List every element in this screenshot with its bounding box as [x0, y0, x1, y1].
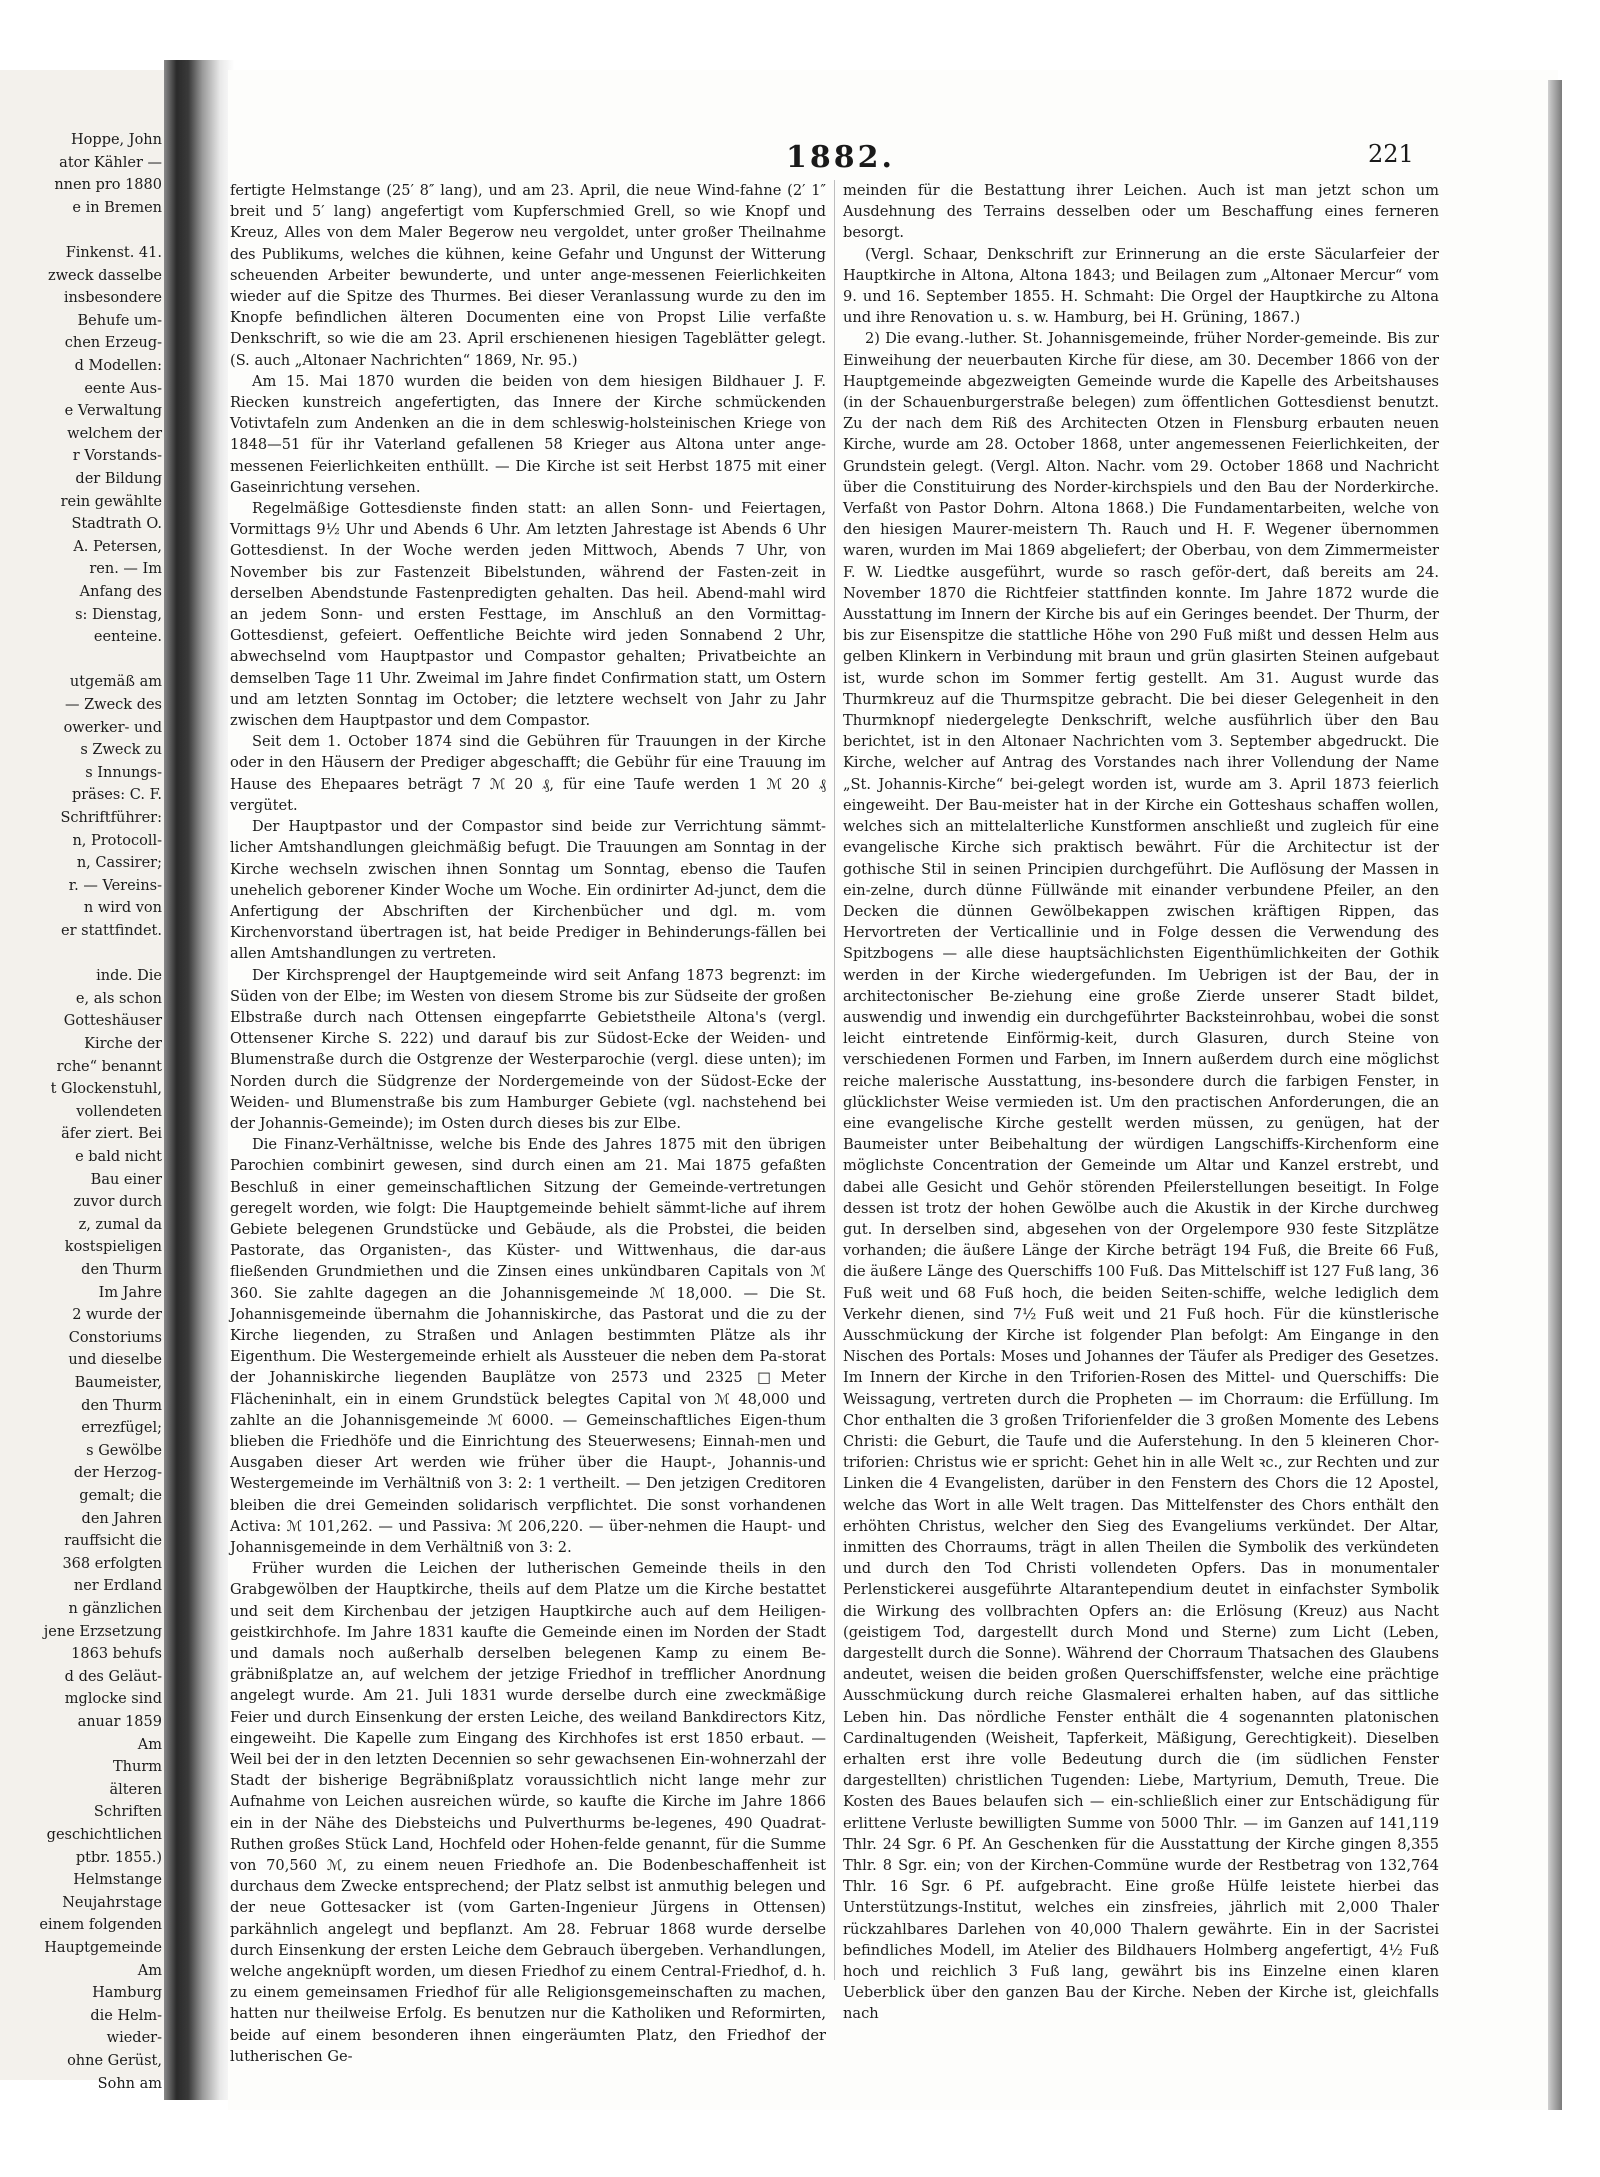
facing-page-line: vollendeten — [76, 1103, 162, 1120]
paragraph: Früher wurden die Leichen der lutherischen Gemeinde theils in den Grabgewölben der Hauptkirche, theils auf dem Platze um die Kirche bestattet und seit dem Kirchenbau der jetzigen Hauptkirche auch auf dem Heiligen-geistkirchhofe. Im Jahre 1831 kaufte die Gemeinde einen im Norden der Stadt und damals noch außerhalb derselben belegenen Kamp zu einem Be-gräbnißplatze an, auf welchem der jetzige Friedhof in trefflicher Anordnung angelegt wurde. Am 21. Juli 1831 wurde derselbe durch eine zweckmäßige Feier und durch Einsenkung der ersten Leiche, des weiland Bankdirectors Kitz, eingeweiht. Die Kapelle zum Eingang des Kirchhofes ist erst 1850 erbaut. — Weil bei der in den letzten Decennien so sehr gewachsenen Ein-wohnerzahl der Stadt der bisherige Begräbnißplatz voraussichtlich nicht lange mehr zur Aufnahme von Leichen ausreichen würde, so kaufte die Kirche im Jahre 1866 ein in der Nähe des Diebsteichs und Pulverthurms be-legenes, 490 Quadrat-Ruthen großes Stück Land, Hochfeld oder Hohen-felde genannt, für die Summe von 70,560 ℳ, zu einem neuen Friedhofe an. Die Bodenbeschaffenheit ist durchaus dem Zwecke entsprechend; der Platz selbst ist anmuthig belegen und der neue Gottesacker ist (vom Garten-Ingenieur Jürgens in Ottensen) parkähnlich angelegt und bepflanzt. Am 28. Februar 1868 wurde derselbe durch Einsenkung der ersten Leiche dem Gebrauch übergeben. Verhandlungen, welche angeknüpft worden, um diesen Friedhof zu einem Central-Friedhof, d. h. zu einem gemeinsamen Friedhof für alle Religionsgemeinschaften zu machen, hatten nur theilweise Erfolg. Es benutzen nur die Katholiken und Reformirten, beide auf einem besonderen ihnen eingeräumten Platz, den Friedhof der lutherischen Ge- — [230, 1560, 826, 2065]
paragraph: fertigte Helmstange (25′ 8″ lang), und am 23. April, die neue Wind-fahne (2′ 1″ breit und 5′ lang) angefertigt vom Kupferschmied Grell, so wie Knopf und Kreuz, Alles von dem Maler Begerow neu vergoldet, unter großer Theilnahme des Publikums, welches die kühnen, keine Gefahr und Ungunst der Witterung scheuenden Arbeiter bewunderte, und unter ange-messenen Feierlichkeiten wieder auf die Spitze des Thurmes. Bei dieser Veranlassung wurde zu den im Knopfe befindlichen älteren Documenten eine von Propst Lilie verfaßte Denkschrift, so wie die am 23. April erschienenen hiesigen Tageblätter gelegt. (S. auch „Altonaer Nachrichten“ 1869, Nr. 95.) — [230, 182, 826, 369]
facing-page-line: Thurm — [112, 1759, 162, 1776]
facing-page-line: Am — [137, 1736, 162, 1753]
facing-page-line: zuvor durch — [73, 1194, 162, 1211]
facing-page-line: Im Jahre — [98, 1284, 162, 1301]
facing-page-line: eenteine. — [93, 629, 162, 646]
facing-page-line: zweck dasselbe — [47, 267, 162, 284]
facing-page-line: Helmstange — [73, 1872, 162, 1889]
facing-page-line: 1863 behufs — [71, 1646, 162, 1663]
facing-page-line: gemalt; die — [79, 1488, 162, 1504]
paragraph: Am 15. Mai 1870 wurden die beiden von dem hiesigen Bildhauer J. F. Riecken kunstreich angefertigten, das Innere der Kirche schmückenden Votivtafeln zum Andenken an die in dem schleswig-holsteinischen Kriege von 1848—51 für ihr Vaterland gefallenen 58 Krieger aus Altona unter ange-messenen Feierlichkeiten enthüllt. — Die Kirche ist seit Herbst 1875 mit einer Gaseinrichtung versehen. — [230, 372, 826, 496]
facing-page-line: Finkenst. 41. — [65, 245, 162, 261]
facing-page-line: geschichtlichen — [46, 1827, 162, 1843]
facing-page-line: inde. Die — [96, 968, 162, 985]
facing-page-line: den Jahren — [81, 1510, 162, 1527]
facing-page-line: n wird von — [83, 900, 162, 917]
facing-page-line: Bau einer — [90, 1171, 162, 1188]
facing-page-line: Am — [137, 1962, 162, 1979]
facing-page-line: kostspieligen — [64, 1239, 162, 1256]
book-gutter — [164, 60, 234, 2100]
page-number: 221 — [1368, 140, 1414, 168]
column-divider — [834, 180, 835, 1980]
facing-page-line: die Helm- — [90, 2007, 162, 2024]
facing-page-fragment — [0, 70, 168, 2092]
facing-page-line: e bald nicht — [75, 1149, 162, 1165]
facing-page-line: insbesondere — [63, 290, 162, 307]
facing-page-line: eente Aus- — [84, 380, 162, 397]
facing-page-line: Kirche der — [84, 1036, 162, 1052]
facing-page-line: Baumeister, — [74, 1375, 162, 1391]
facing-page-line: s: Dienstag, — [75, 606, 162, 623]
facing-page-line: t Glockenstuhl, — [50, 1081, 162, 1098]
facing-page-line: ptbr. 1855.) — [75, 1849, 162, 1866]
facing-page-line: utgemäß am — [69, 674, 162, 691]
facing-page-line: welchem der — [67, 425, 162, 442]
facing-page-line: rauffsicht die — [64, 1533, 162, 1550]
facing-page-line: r Vorstands- — [72, 448, 162, 465]
facing-page-line: d Modellen: — [74, 358, 162, 374]
facing-page-line: rche“ benannt — [56, 1058, 162, 1075]
facing-page-line: Constoriums — [68, 1329, 162, 1346]
facing-page-line: den Thurm — [81, 1397, 162, 1414]
paragraph: Regelmäßige Gottesdienste finden statt: an allen Sonn- und Feiertagen, Vormittags 9½ Uhr und Abends 6 Uhr. Am letzten Jahrestage ist Abends 6 Uhr Gottesdienst. In der Woche werden jeden Mittwoch, Abends 7 Uhr, von November bis zur Fastenzeit Bibelstunden, während der Fasten-zeit in derselben Abendstunde Fastenpredigten gehalten. Das heil. Abend-mahl wird an jedem Sonn- und ersten Festtage, im Anschluß an den Vormittag-Gottesdienst, gefeiert. Oeffentliche Beichte wird jeden Sonnabend 2 Uhr, abwechselnd vom Hauptpastor und Compastor gehalten; Privatbeichte an demselben Tage 11 Uhr. Zweimal im Jahre findet Confirmation statt, um Ostern und am letzten Sonntag im October; die letztere wechselt von Jahr zu Jahr zwischen dem Hauptpastor und dem Compastor. — [230, 500, 826, 730]
facing-page-line: s Gewölbe — [86, 1442, 162, 1459]
facing-page-line: mglocke sind — [64, 1691, 162, 1708]
facing-page-line: ner Erdland — [73, 1578, 162, 1595]
facing-page-line: Hamburg — [92, 1985, 162, 2002]
paragraph: Der Kirchsprengel der Hauptgemeinde wird seit Anfang 1873 begrenzt: im Süden von der Elbe; im Westen von diesem Strome bis zur Südseite der großen Elbstraße durch nach Ottensen eingepfarrte Gebietstheile Altona's (vergl. Ottensener Kirche S. 222) und darauf bis zur Südost-Ecke der Weiden- und Blumenstraße durch die Ostgrenze der Westerparochie (vergl. diese unten); im Norden durch die Südgrenze der Nordergemeinde von der Südost-Ecke der Weiden- und Blumenstraße bis zum Hamburger Gebiete (vgl. nachstehend bei der Johannis-Gemeinde); im Osten durch dieses bis zur Elbe. — [230, 966, 826, 1132]
facing-page-line: z, zumal da — [78, 1216, 162, 1233]
facing-page-line: Hoppe, John — [71, 132, 162, 148]
facing-page-line: Anfang des — [79, 584, 162, 600]
facing-page-line: Behufe um- — [77, 312, 162, 329]
facing-page-line: 2 wurde der — [72, 1307, 162, 1324]
facing-page-line: Sohn am — [97, 2075, 162, 2092]
facing-page-line: — Zweck des — [65, 697, 162, 713]
facing-page-line: Stadtrath O. — [71, 516, 162, 533]
left-text-column — [230, 180, 826, 2065]
facing-page-line: n, Protocoll- — [72, 832, 162, 849]
facing-page-line: wieder- — [106, 2030, 162, 2047]
facing-page-line: ator Kähler — — [59, 154, 162, 171]
facing-page-line: owerker- und — [63, 719, 162, 736]
facing-page-line: und dieselbe — [68, 1352, 162, 1369]
facing-page-line: e Verwaltung — [64, 403, 162, 420]
paragraph: meinden für die Bestattung ihrer Leichen. Auch ist man jetzt schon um Ausdehnung des Terrains desselben oder um Beschaffung eines ferneren besorgt. — [843, 182, 1439, 242]
facing-page-line: äfer ziert. Bei — [61, 1126, 162, 1143]
facing-page-line: der Herzog- — [73, 1465, 162, 1482]
facing-page-line: Hauptgemeinde — [44, 1940, 162, 1956]
paragraph: Seit dem 1. October 1874 sind die Gebühren für Trauungen in der Kirche oder in den Häusern der Prediger abgeschafft; die Gebühr für eine Trauung im Hause des Ehepaares beträgt 7 ℳ 20 ₰, für eine Taufe werden 1 ℳ 20 ₰ vergütet. — [230, 733, 826, 814]
facing-page-line: älteren — [109, 1781, 162, 1798]
facing-page-line: jene Erzsetzung — [43, 1623, 162, 1640]
facing-page-line: r. — Vereins- — [68, 877, 162, 894]
facing-page-line: den Thurm — [81, 1262, 162, 1278]
paragraph: 2) Die evang.-luther. St. Johannisgemeinde, früher Norder-gemeinde. Bis zur Einweihung der neuerbauten Kirche für diese, am 30. December 1866 von der Hauptgemeinde abgezweigten Gemeinde wurde die Kapelle des Arbeitshauses (in der Schauenburgerstraße belegen) zum öffentlichen Gottesdienst benutzt. Zu der nach dem Riß des Architecten Otzen in Flensburg erbauten neuen Kirche, wurde am 28. October 1868, unter angemessenen Feierlichkeiten, der Grundstein gelegt. (Vergl. Alton. Nachr. vom 29. October 1868 und Nachricht über die Constituirung des Norder-kirchspiels und den Bau der Norderkirche. Verfaßt von Pastor Dohrn. Altona 1868.) Die Fundamentarbeiten, welche von den hiesigen Maurer-meistern Th. Rauch und H. F. Wegener übernommen waren, wurden im Mai 1869 abgeliefert; der Oberbau, von dem Zimmermeister F. W. Liedtke ausgeführt, wurde so rasch geför-dert, daß bereits am 24. November 1870 die Richtfeier stattfinden konnte. Im Jahre 1872 wurde die Ausstattung im Innern der Kirche bis auf ein Geringes beendet. Der Thurm, der bis zur Eisenspitze die stattliche Höhe von 290 Fuß mißt und dessen Helm aus gelben Klinkern in Verbindung mit braun und grün glasirten Steinen aufgebaut ist, wurde schon im Sommer fertig gestellt. Am 31. August wurde das Thurmkreuz auf die Thurmspitze gebracht. Die bei dieser Gelegenheit in den Thurmknopf niedergelegte Denkschrift, welche ausführlich über den Bau berichtet, ist in den Altonaer Nachrichten vom 3. September abgedruckt. Die Kirche, welcher auf Antrag des Vorstandes nach ihrer Vollendung der Name „St. Johannis-Kirche“ bei-gelegt worden ist, wurde am 3. April 1873 feierlich eingeweiht. Der Bau-meister hat in der Kirche ein Gotteshaus schaffen wollen, welches sich an mittelalterliche Kunstformen anschließt und zugleich für eine evangelische Kirche sich praktisch bewährt. Für die Architectur ist der gothische Stil in seinen Principien durchgeführt. Die Auflösung der Massen in ein-zelne, durch dünne Füllwände mit einander verbundene Pfeiler, an den Decken die dünnen Gewölbekappen zwischen kräftigen Rippen, das Hervortreten der Verticallinie und in Folge dessen die Verwendung des Spitzbogens — alle diese hauptsächlichsten Eigenthümlichkeiten der Gothik werden in der Kirche wiedergefunden. Im Uebrigen ist der Bau, der in architectonischer Be-ziehung eine große Zierde unserer Stadt bildet, auswendig und inwendig ein durchgeführter Backsteinrohbau, wobei die sonst leicht eintretende Einförmig-keit, durch Glasuren, durch Steine von verschiedenen Formen und Farben, im Innern außerdem durch eine möglichst reiche malerische Ausstattung, ins-besondere durch die farbigen Fenster, in glücklichster Weise vermieden ist. Um den practischen Anforderungen, die an eine evangelische Kirche gestellt werden müssen, zu genügen, hat der Baumeister unter Beibehaltung der würdigen Langschiffs-Kirchenform eine möglichste Concentration der Gemeinde um Altar und Kanzel erstrebt, und dabei alle Gesicht und Gehör störenden Pfeilerstellungen beseitigt. In Folge dessen ist trotz der hohen Gewölbe auch die Akustik in der Kirche durchweg gut. In derselben sind, abgesehen von der Orgelempore 930 feste Sitzplätze vorhanden; die äußere Länge der Kirche beträgt 194 Fuß, die Breite 66 Fuß, die äußere Länge des Querschiffs 100 Fuß. Das Mittelschiff ist 127 Fuß lang, 36 Fuß weit und 68 Fuß hoch, die beiden Seiten-schiffe, welche lediglich dem Verkehr dienen, sind 7½ Fuß weit und 21 Fuß hoch. Für die künstlerische Ausschmückung der Kirche ist folgender Plan befolgt: Am Eingange in den Nischen des Portals: Moses und Johannes der Täufer als Prediger des Gesetzes. Im Innern der Kirche in den Triforien-Rosen des Mittel- und Querschiffs: Die Weissagung, vertreten durch die Propheten — im Chorraum: die Erfüllung. Im Chor enthalten die 3 großen Triforienfelder die 3 großen Momente des Lebens Christi: die Geburt, die Taufe und die Auferstehung. In den 5 kleineren Chor-triforien: Christus wie er spricht: Gehet hin in alle Welt ꝛc., zur Rechten und zur Linken die 4 Evangelisten, darüber in den Fenstern des Chors die 12 Apostel, welche das Wort in alle Welt tragen. Das Mittelfenster des Chors enthält den erhöhten Christus, welcher den Sieg des Evangeliums verkündet. Der Altar, inmitten des Chorraums, trägt in allen Theilen die Symbolik des verkündeten und durch den Tod Christi vollendeten Opfers. Das in monumentaler Perlenstickerei ausgeführte Altarantependium deutet in einfachster Symbolik die Wirkung des vollbrachten Opfers an: die Erlösung (Kreuz) aus Nacht (geistigem Tod, dargestellt durch Mond und Sterne) zum Licht (Leben, dargestellt durch die Sonne). Während der Chorraum Thatsachen des Glaubens andeutet, weisen die beiden großen Querschiffsfenster, welche eine prächtige Ausschmückung durch reiche Glasmalerei erhalten haben, auf das sittliche Leben hin. Das nördliche Fenster enthält die 4 sogenannten platonischen Cardinaltugenden (Weisheit, Tapferkeit, Mäßigung, Gerechtigkeit). Dieselben erhalten erst ihre volle Bedeutung durch die (im südlichen Fenster dargestellten) christlichen Tugenden: Liebe, Martyrium, Demuth, Treue. Die Kosten des Baues belaufen sich — ein-schließlich einer zur Entschädigung für erlittene Verluste bewilligten Summe von 5000 Thlr. — im Ganzen auf 141,119 Thlr. 24 Sgr. 6 Pf. An Geschenken für die Ausstattung der Kirche gingen 8,355 Thlr. 8 Sgr. ein; von der Kirchen-Commüne wurde der Restbetrag von 132,764 Thlr. 16 Sgr. 6 Pf. aufgebracht. Eine große Hülfe leistete hierbei das Unterstützungs-Institut, welches ein zinsfreies, jährlich mit 2,000 Thaler rückzahlbares Darlehen von 40,000 Thalern gewährte. Ein in der Sacristei befindliches Modell, im Atelier des Bildhauers Holmberg angefertigt, 4½ Fuß hoch und reichlich 3 Fuß lang, gewährt bis ins Einzelne einen klaren Ueberblick über den ganzen Bau der Kirche. Neben der Kirche ist, gleichfalls nach — [843, 330, 1439, 2023]
facing-page-line: chen Erzeug- — [64, 335, 162, 352]
facing-page-line: s Zweck zu — [80, 742, 162, 759]
facing-page-line: n, Cassirer; — [76, 855, 162, 872]
facing-page-line: nnen pro 1880 — [54, 177, 162, 194]
paragraph: (Vergl. Schaar, Denkschrift zur Erinnerung an die erste Säcularfeier der Hauptkirche in Altona, Altona 1843; und Beilagen zum „Altonaer Mercur“ vom 9. und 16. September 1855. H. Schmaht: Die Orgel der Hauptkirche zu Altona und ihre Renovation u. s. w. Hamburg, bei H. Grüning, 1867.) — [843, 245, 1439, 327]
facing-page-line: 368 erfolgten — [62, 1555, 162, 1572]
facing-page-line: s Innungs- — [85, 764, 162, 781]
paragraph: Der Hauptpastor und der Compastor sind beide zur Verrichtung sämmt-licher Amtshandlungen gleichmäßig befugt. Die Trauungen am Sonntag in der Kirche wechseln zwischen ihnen Sonntag um Sonntag, ebenso die Taufen unehelich geborener Kinder Woche um Woche. Ein ordinirter Ad-junct, dem die Anfertigung der Abschriften der Kirchenbücher und dgl. m. vom Kirchenvorstand übertragen ist, hat beide Prediger in Behinderungs-fällen bei allen Amtshandlungen zu vertreten. — [230, 818, 826, 963]
facing-page-line: einem folgenden — [39, 1917, 162, 1934]
facing-page-line: ren. — Im — [89, 561, 162, 578]
facing-page-line: präses: C. F. — [71, 787, 162, 804]
facing-page-line: ohne Gerüst, — [67, 2053, 162, 2069]
facing-page-line: Schriften — [93, 1804, 162, 1821]
page-header-year: 1882. — [786, 140, 895, 175]
facing-page-line: der Bildung — [75, 471, 162, 487]
facing-page-line: d des Geläut- — [64, 1668, 162, 1685]
facing-page-line: er stattfindet. — [61, 923, 162, 939]
facing-page-line: Neujahrstage — [62, 1894, 162, 1911]
facing-page-line: e in Bremen — [72, 199, 162, 216]
facing-page-line: e, als schon — [75, 990, 162, 1007]
facing-page-line: Schriftführer: — [60, 810, 162, 826]
paragraph: Die Finanz-Verhältnisse, welche bis Ende des Jahres 1875 mit den übrigen Parochien combinirt gewesen, sind durch einen am 21. Mai 1875 gefaßten Beschluß in einer gemeinschaftlichen Sitzung der Gemeinde-vertretungen geregelt worden, wie folgt: Die Hauptgemeinde behielt sämmt-liche auf ihrem Gebiete belegenen Grundstücke und Gebäude, als die Probstei, die beiden Pastorate, das Organisten-, das Küster- und Wittwenhaus, die dar-aus fließenden Grundmiethen und die Zinsen eines unkündbaren Capitals von ℳ 360. Sie zahlte dagegen an die Johannisgemeinde ℳ 18,000. — Die St. Johannisgemeinde übernahm die Johanniskirche, das Pastorat und die zu der Kirche liegenden, zu Straßen und Anlagen bestimmten Plätze als ihr Eigenthum. Die Westergemeinde erhielt als Aussteuer die neben dem Pa-storat der Johanniskirche liegenden Bauplätze von 2573 und 2325 □Meter Flächeninhalt, ein in einem Grundstück belegtes Capital von ℳ 48,000 und zahlte an die Johannisgemeinde ℳ 6000. — Gemeinschaftliches Eigen-thum blieben die Friedhöfe und die Einrichtung des Steuerwesens; Einnah-men und Ausgaben dieser Art werden wie früher über die Haupt-, Johannis-und Westergemeinde im Verhältniß von 3: 2: 1 vertheilt. — Den jetzigen Creditoren bleiben die drei Gemeinden solidarisch verpflichtet. Die sonst vorhandenen Activa: ℳ 101,262. — und Passiva: ℳ 206,220. — über-nehmen die Haupt- und Johannisgemeinde in dem Verhältniß von 3: 2. — [230, 1136, 826, 1556]
facing-page-line: errezfügel; — [81, 1420, 162, 1437]
page-edge — [1548, 80, 1562, 2110]
right-text-column — [843, 180, 1439, 2023]
facing-page-line: A. Petersen, — [73, 538, 162, 555]
facing-page-line: n gänzlichen — [68, 1601, 162, 1617]
facing-page-line: anuar 1859 — [77, 1714, 162, 1730]
facing-page-line: Gotteshäuser — [63, 1013, 162, 1030]
facing-page-line: rein gewählte — [60, 493, 162, 510]
